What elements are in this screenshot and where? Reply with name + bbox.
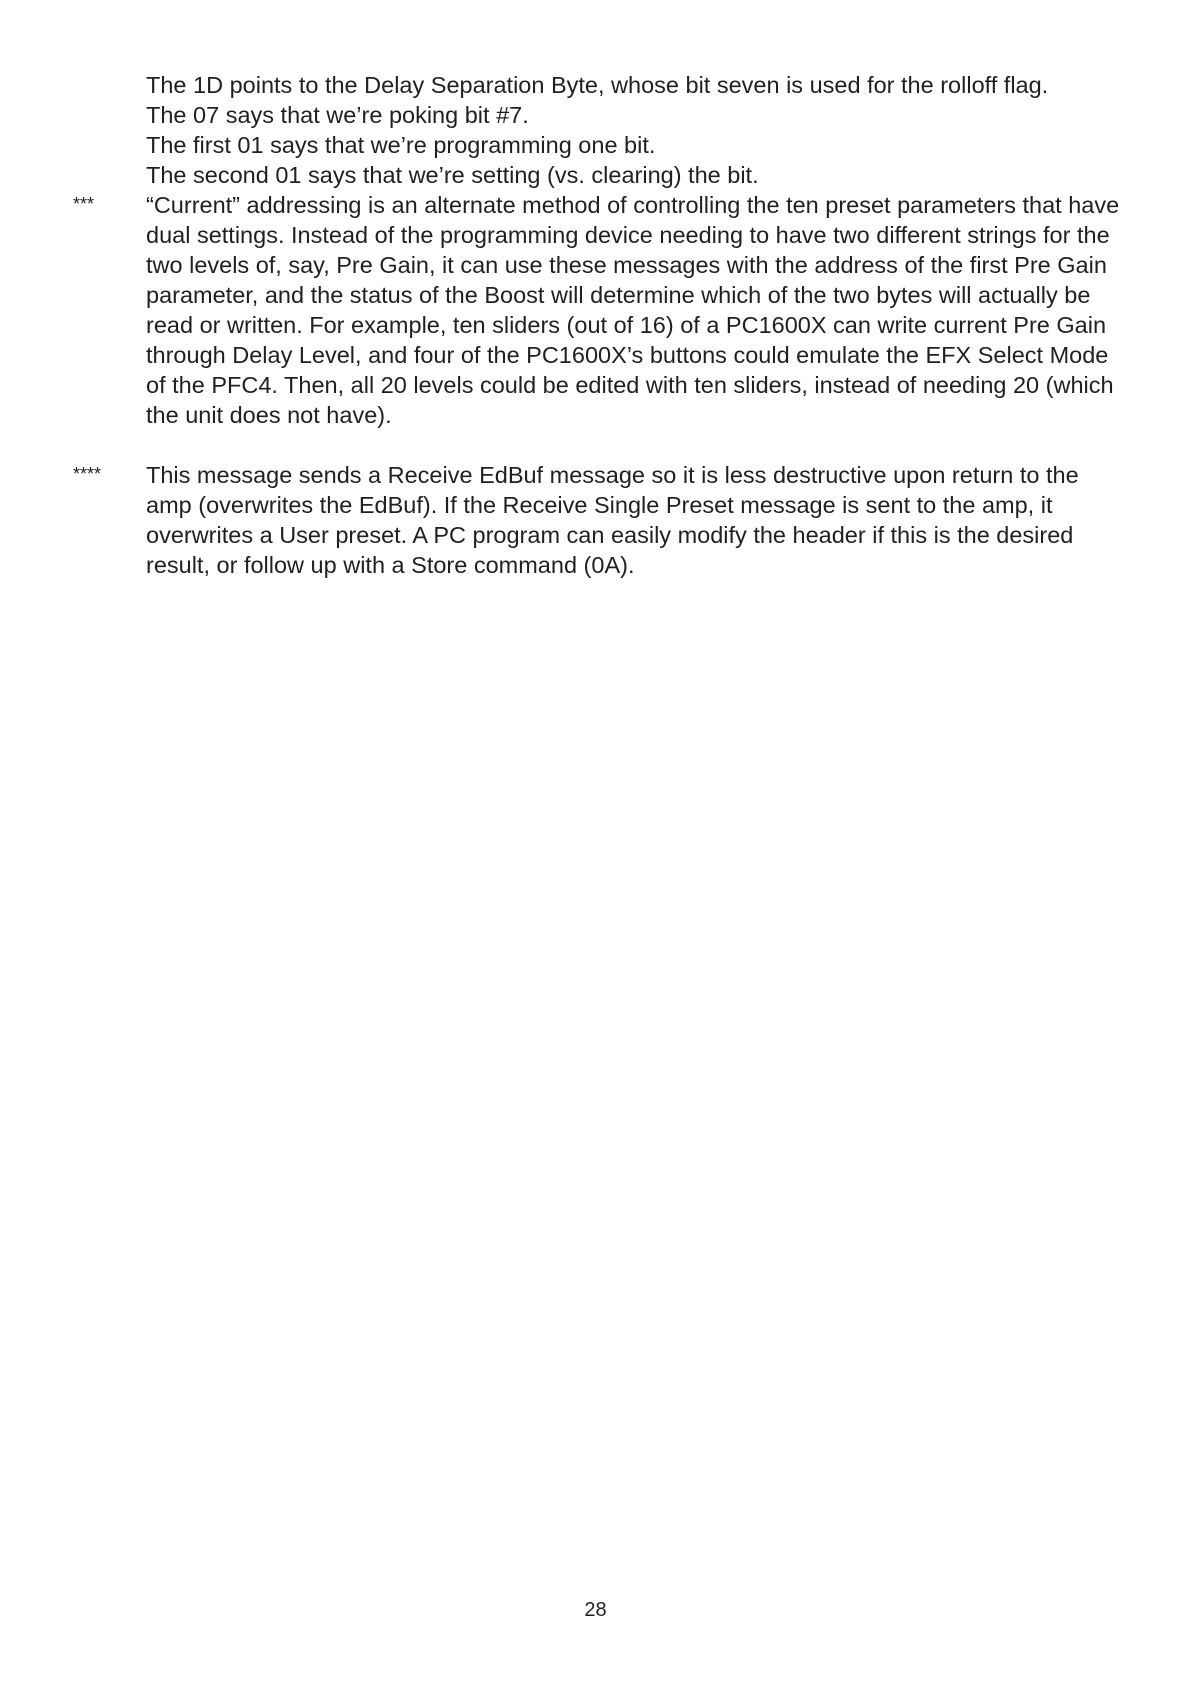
intro-block <box>0 70 1191 190</box>
footnote-line: result, or follow up with a Store command (0A). <box>146 552 635 578</box>
footnote-body <box>146 190 1156 430</box>
footnote-line: amp (overwrites the EdBuf). If the Receive Single Preset message is sent to the amp, it <box>146 492 1053 518</box>
footnote-line: parameter, and the status of the Boost will determine which of the two bytes will actually be <box>146 282 1091 308</box>
intro-line: The 1D points to the Delay Separation Byte, whose bit seven is used for the rolloff flag. <box>146 72 1049 98</box>
intro-line: The second 01 says that we’re setting (vs. clearing) the bit. <box>146 162 759 188</box>
footnote-triple-asterisk <box>0 190 1191 430</box>
footnote-line: “Current” addressing is an alternate method of controlling the ten preset parameters that have <box>146 192 1120 218</box>
footnote-line: overwrites a User preset. A PC program can easily modify the header if this is the desired <box>146 522 1074 548</box>
footnote-line: dual settings. Instead of the programming device needing to have two different strings for the <box>146 222 1110 248</box>
footnote-line: two levels of, say, Pre Gain, it can use these messages with the address of the first Pre Gain <box>146 252 1107 278</box>
footnote-line: the unit does not have). <box>146 402 392 428</box>
footnote-marker: **** <box>73 464 102 484</box>
page-number: 28 <box>584 1599 607 1621</box>
footnote-marker: *** <box>73 194 95 214</box>
footnote-line: of the PFC4. Then, all 20 levels could be edited with ten sliders, instead of needing 20 (which <box>146 372 1114 398</box>
footnote-line: read or written. For example, ten sliders (out of 16) of a PC1600X can write current Pre Gain <box>146 312 1107 338</box>
footnote-body <box>146 460 1156 580</box>
page-content <box>0 70 1191 580</box>
footnote-line: through Delay Level, and four of the PC1600X’s buttons could emulate the EFX Select Mode <box>146 342 1109 368</box>
intro-line: The 07 says that we’re poking bit #7. <box>146 102 529 128</box>
footnote-quadruple-asterisk <box>0 460 1191 580</box>
footnote-line: This message sends a Receive EdBuf message so it is less destructive upon return to the <box>146 462 1079 488</box>
intro-line: The first 01 says that we’re programming one bit. <box>146 132 656 158</box>
